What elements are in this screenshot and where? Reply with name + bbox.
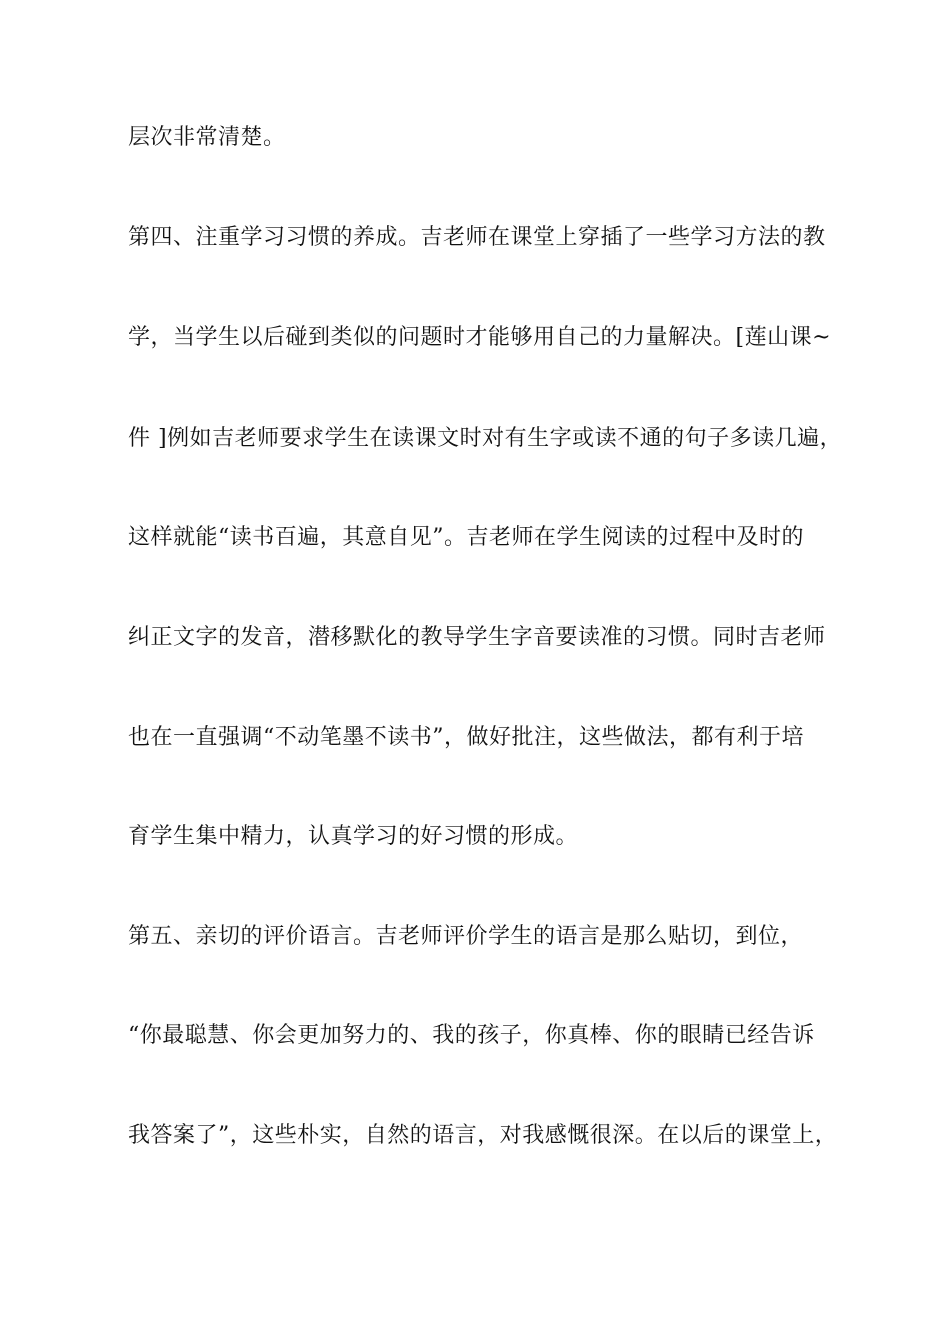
text-line: 这样就能“读书百遍，其意自见”。吉老师在学生阅读的过程中及时的 xyxy=(128,525,804,550)
text-line: 纠正文字的发音，潜移默化的教导学生字音要读准的习惯。同时吉老师 xyxy=(128,625,826,650)
text-line: “你最聪慧、你会更加努力的、我的孩子，你真棒、你的眼睛已经告诉 xyxy=(128,1023,815,1048)
text-line: 第四、注重学习习惯的养成。吉老师在课堂上穿插了一些学习方法的教 xyxy=(128,225,826,250)
text-line: 第五、亲切的评价语言。吉老师评价学生的语言是那么贴切，到位， xyxy=(128,924,804,949)
text-line: 层次非常清楚。 xyxy=(128,125,286,150)
text-line: 件 ]例如吉老师要求学生在读课文时对有生字或读不通的句子多读几遍， xyxy=(128,426,843,451)
text-line: 学，当学生以后碰到类似的问题时才能够用自己的力量解决。[莲山课~ xyxy=(128,325,832,350)
text-line: 育学生集中精力，认真学习的好习惯的形成。 xyxy=(128,824,579,849)
text-line: 我答案了”，这些朴实，自然的语言，对我感慨很深。在以后的课堂上， xyxy=(128,1123,838,1148)
text-line: 也在一直强调“不动笔墨不读书”，做好批注，这些做法，都有利于培 xyxy=(128,725,804,750)
